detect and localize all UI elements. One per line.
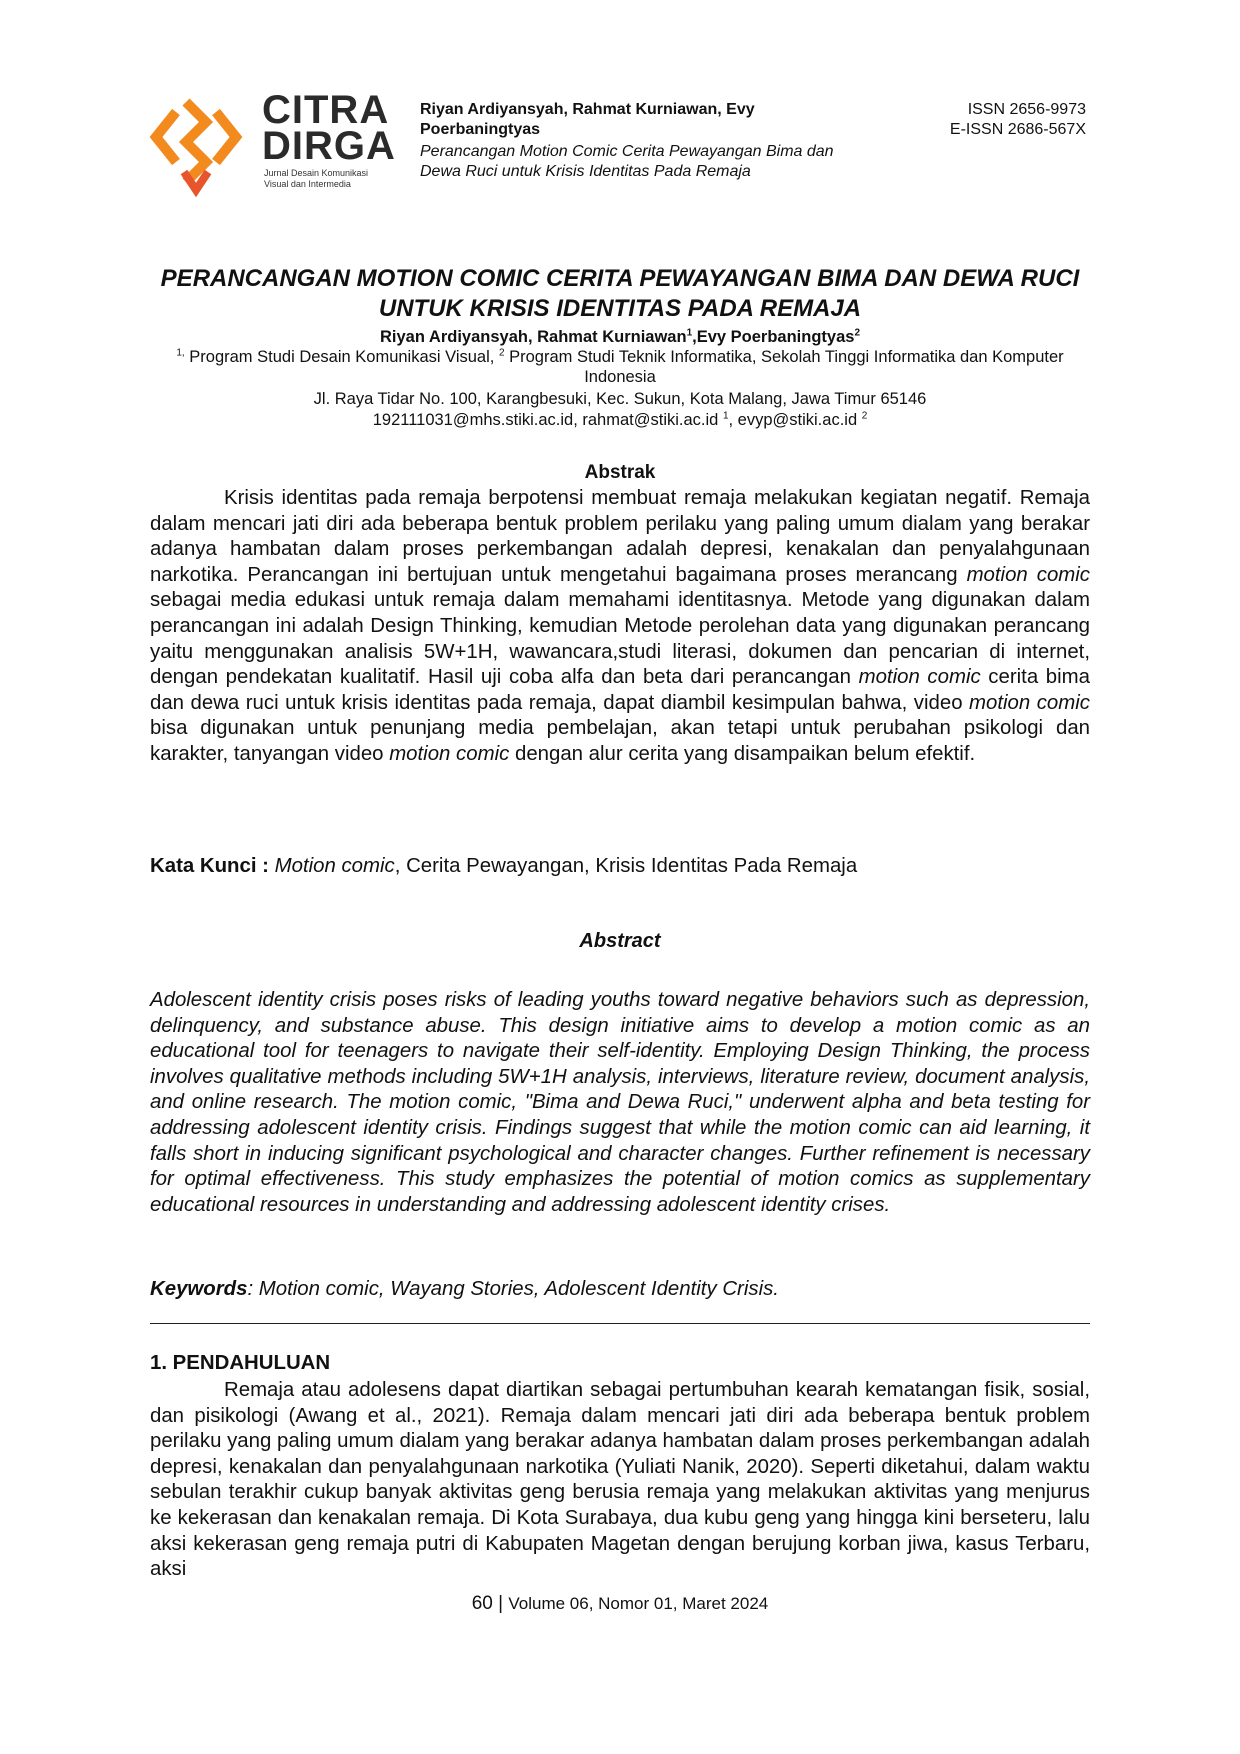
aff-2: Program Studi Teknik Informatika, Sekolah Tinggi Informatika dan Komputer Indonesia	[504, 348, 1064, 386]
abstrak-text-4: bisa digunakan untuk penunjang media pembelajan, akan tetapi untuk perubahan psikologi dan karakter, tanyangan video	[150, 717, 1090, 765]
abstrak-text-5: dengan alur cerita yang disampaikan belum efektif.	[509, 742, 976, 765]
abstrak-italic-3: motion comic	[969, 691, 1090, 714]
author-names: Riyan Ardiyansyah, Rahmat Kurniawan	[380, 328, 687, 346]
abstrak-body	[150, 486, 1090, 768]
abstrak-text-3: cerita bima dan dewa ruci untuk krisis identitas pada remaja, dapat diambil kesimpulan bahwa, video	[150, 666, 1090, 714]
email-2: , evyp@stiki.ac.id	[728, 411, 862, 429]
email-1: 192111031@mhs.stiki.ac.id, rahmat@stiki.ac.id	[372, 411, 723, 429]
header-running-title: Perancangan Motion Comic Cerita Pewayangan Bima dan Dewa Ruci untuk Krisis Identitas Pada Remaja	[420, 143, 834, 180]
paper-title: PERANCANGAN MOTION COMIC CERITA PEWAYANGAN BIMA DAN DEWA RUCI UNTUK KRISIS IDENTITAS PADA REMAJA	[160, 265, 1080, 322]
aff-sup-2: 2	[498, 347, 505, 359]
logo-word-1: CITRA	[262, 88, 390, 132]
address: Jl. Raya Tidar No. 100, Karangbesuki, Kec. Sukun, Kota Malang, Jawa Timur 65146	[313, 390, 927, 408]
issn: ISSN 2656-9973	[967, 101, 1086, 118]
logo-wordmark	[262, 88, 396, 168]
logo-subtitle: Jurnal Desain Komunikasi Visual dan Intermedia	[264, 168, 369, 189]
e-issn: E-ISSN 2686-567X	[949, 121, 1086, 138]
keywords	[150, 1278, 1090, 1301]
emails	[150, 410, 1090, 430]
logo-word-2: DIRGA	[262, 124, 396, 168]
kata-kunci	[150, 855, 1090, 878]
author-name-3: ,Evy Poerbaningtyas	[692, 328, 855, 346]
header-authors: Riyan Ardiyansyah, Rahmat Kurniawan, Evy Poerbaningtyas	[420, 101, 755, 138]
aff-sup-1: 1,	[176, 347, 185, 359]
abstrak-text-1: Krisis identitas pada remaja berpotensi membuat remaja melakukan kegiatan negatif. Remaja dalam mencari jati diri ada beberapa bentuk problem perilaku yang paling umum dialam yang berakar adanya hambatan dalam proses perkembangan adalah depresi, kenakalan dan penyalahgunaan narkotika. Perancangan ini bertujuan untuk mengetahui bagaimana proses merancang	[150, 487, 1090, 586]
kata-kunci-text: , Cerita Pewayangan, Krisis Identitas Pada Remaja	[394, 855, 858, 877]
journal-logo-icon	[146, 92, 246, 200]
abstract-heading: Abstract	[579, 930, 661, 952]
footer-separator: |	[492, 1593, 509, 1614]
kata-kunci-italic: Motion comic	[274, 855, 395, 877]
abstrak-italic-2: motion comic	[858, 666, 981, 689]
affiliations	[150, 347, 1090, 387]
abstract-body: Adolescent identity crisis poses risks of leading youths toward negative behaviors such as depression, delinquency, and substance abuse. This design initiative aims to develop a motion comic as an educational tool for teenagers to navigate their self-identity. Employing Design Thinking, the process involves qualitative methods including 5W+1H analysis, interviews, literature review, document analysis, and online research. The motion comic, "Bima and Dewa Ruci," underwent alpha and beta testing for addressing adolescent identity crisis. Findings suggest that while the motion comic can aid learning, it falls short in inducing significant psychological and character changes. Further refinement is necessary for optimal effectiveness. This study emphasizes the potential of motion comics as supplementary educational resources in understanding and addressing adolescent identity crises.	[150, 989, 1090, 1216]
abstrak-italic-4: motion comic	[389, 742, 510, 765]
page-number: 60	[471, 1593, 493, 1614]
author-sup-1: 1	[686, 327, 693, 339]
section-body	[150, 1378, 1090, 1583]
divider	[150, 1323, 1090, 1324]
section-paragraph: Remaja atau adolesens dapat diartikan sebagai pertumbuhan kearah kematangan fisik, sosial, dan pisikologi (Awang et al., 2021). Remaja dalam mencari jati diri ada beberapa bentuk problem perilaku yang paling umum dialam yang berakar adanya hambatan dalam proses perkembangan adalah depresi, kenakalan dan penyalahgunaan narkotika (Yuliati Nanik, 2020). Seperti diketahui, dalam waktu sebulan terakhir cukup banyak aktivitas geng berusia remaja yang melakukan aktivitas yang menjurus ke kekerasan dan kenakalan remaja. Di Kota Surabaya, dua kubu geng yang hingga kini berseteru, lalu aksi kekerasan geng remaja putri di Kabupaten Magetan dengan berujung korban jiwa, kasus Terbaru, aksi	[150, 1379, 1090, 1581]
header-issn-block	[900, 100, 1086, 140]
kata-kunci-label: Kata Kunci :	[150, 855, 275, 877]
page-footer	[150, 1593, 1090, 1615]
footer-volume: Volume 06, Nomor 01, Maret 2024	[508, 1594, 769, 1613]
email-sup-1: 1	[722, 410, 729, 422]
aff-1: Program Studi Desain Komunikasi Visual,	[184, 348, 499, 366]
abstrak-italic-1: motion comic	[966, 563, 1090, 586]
keywords-text: : Motion comic, Wayang Stories, Adolescent Identity Crisis.	[247, 1278, 779, 1300]
keywords-label: Keywords	[150, 1278, 248, 1300]
paper-authors	[150, 327, 1090, 347]
abstrak-heading: Abstrak	[584, 462, 656, 483]
abstrak-text-2: sebagai media edukasi untuk remaja dalam memahami identitasnya. Metode yang digunakan dalam perancangan ini adalah Design Thinking, kemudian Metode perolehan data yang digunakan perancang yaitu menggunakan analisis 5W+1H, wawancara,studi literasi, dokumen dan pencarian di internet, dengan pendekatan kualitatif. Hasil uji coba alfa dan beta dari perancangan	[150, 589, 1090, 689]
author-sup-2: 2	[854, 327, 860, 339]
section-heading: 1. PENDAHULUAN	[150, 1352, 331, 1374]
email-sup-2: 2	[861, 410, 868, 422]
